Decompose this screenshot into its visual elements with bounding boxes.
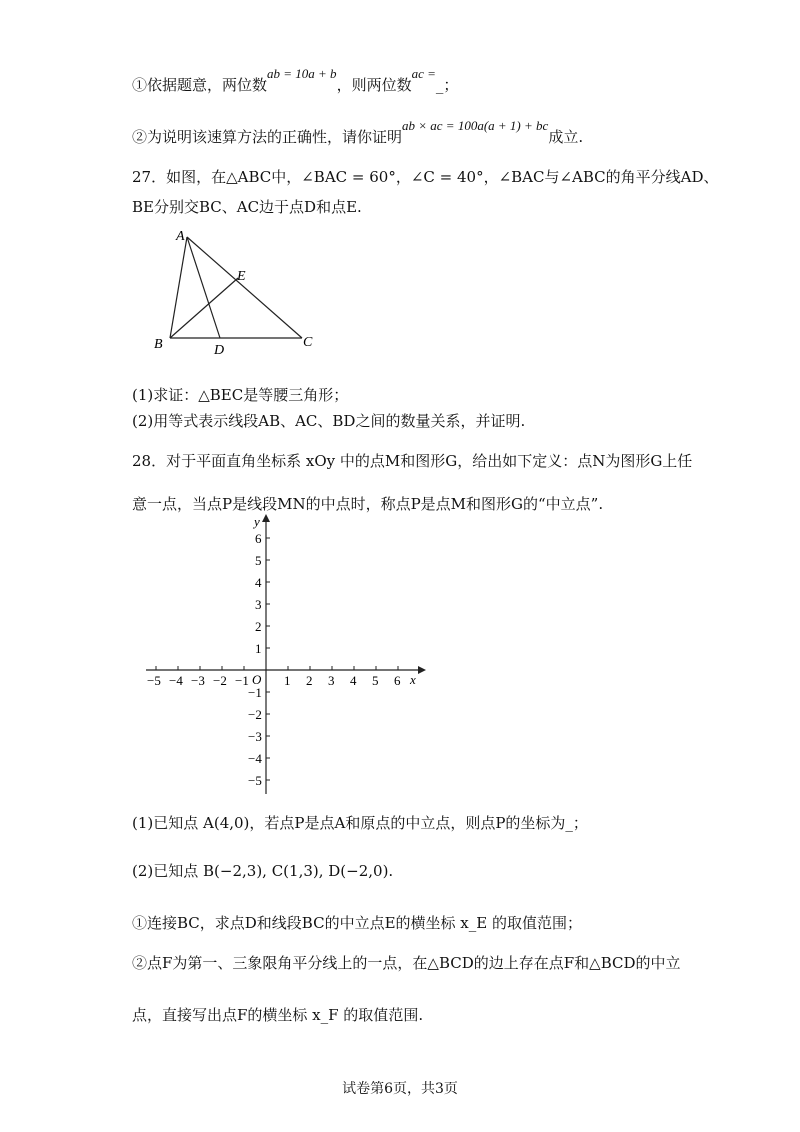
q28-sub2-2b: 点，直接写出点F的横坐标 x_F 的取值范围. xyxy=(132,1006,424,1024)
q28-sub2-1: ①连接BC，求点D和线段BC的中立点E的横坐标 x_E 的取值范围； xyxy=(132,914,582,932)
q27-sub2: (2)用等式表示线段AB、AC、BD之间的数量关系，并证明. xyxy=(132,412,526,430)
q28-sub1: (1)已知点 A(4,0)，若点P是点A和原点的中立点，则点P的坐标为_； xyxy=(132,814,588,832)
label-d: D xyxy=(214,343,225,358)
x-tick-label: 1 xyxy=(284,673,291,688)
segment-be xyxy=(170,278,238,338)
y-tick-label: 6 xyxy=(255,531,262,546)
q28-sub2-2a: ②点F为第一、三象限角平分线上的一点，在△BCD的边上存在点F和△BCD的中立 xyxy=(132,954,681,972)
x-tick-label: 5 xyxy=(372,673,379,688)
q26-part2-expr: ab × ac = 100a(a + 1) + bc xyxy=(402,118,549,133)
q27-sub1: (1)求证：△BEC是等腰三角形； xyxy=(132,386,349,404)
x-tick-label: −5 xyxy=(147,673,161,688)
y-tick-label: −4 xyxy=(248,751,262,766)
q26-part1-mid: ，则两位数 xyxy=(336,76,412,94)
y-axis-arrow xyxy=(262,514,270,522)
label-e: E xyxy=(237,269,246,284)
q26-part1-expr: ab = 10a + b xyxy=(267,66,337,81)
q27-line1: 27．如图，在△ABC中，∠BAC = 60°，∠C = 40°，∠BAC与∠ABC的角平分线AD、 xyxy=(132,168,719,186)
q27-triangle-figure xyxy=(140,222,330,362)
q26-part2-tail: 成立. xyxy=(548,128,584,146)
side-ab xyxy=(170,237,187,338)
x-tick-label: 2 xyxy=(306,673,313,688)
q26-part1-expr2: ac = xyxy=(411,66,436,81)
y-tick-label: 5 xyxy=(255,553,262,568)
label-a: A xyxy=(176,229,185,244)
label-b: B xyxy=(154,337,163,352)
side-ac xyxy=(187,237,302,338)
q28-line2: 意一点，当点P是线段MN的中点时，称点P是点M和图形G的“中立点”. xyxy=(132,495,604,513)
x-tick-label: −2 xyxy=(213,673,227,688)
q26-part2 xyxy=(132,118,584,147)
x-tick-label: −1 xyxy=(235,673,249,688)
y-tick-label: 3 xyxy=(255,597,262,612)
y-tick-label: −1 xyxy=(248,685,262,700)
q28-line1: 28．对于平面直角坐标系 xOy 中的点M和图形G，给出如下定义：点N为图形G上任 xyxy=(132,452,693,470)
x-tick-label: 3 xyxy=(328,673,335,688)
x-axis-arrow xyxy=(418,666,426,674)
origin-label: O xyxy=(252,672,262,687)
q26-part1-tail: _； xyxy=(435,76,459,94)
x-tick-label: −4 xyxy=(169,673,183,688)
q26-part1-prefix: ①依据题意，两位数 xyxy=(132,76,268,94)
x-axis-label: x xyxy=(410,672,416,687)
label-c: C xyxy=(303,335,313,350)
x-tick-label: 6 xyxy=(394,673,401,688)
q27-line2: BE分别交BC、AC边于点D和点E. xyxy=(132,198,362,216)
y-tick-label: −2 xyxy=(248,707,262,722)
q26-part2-prefix: ②为说明该速算方法的正确性，请你证明 xyxy=(132,128,403,146)
x-tick-label: 4 xyxy=(350,673,357,688)
x-tick-label: −3 xyxy=(191,673,205,688)
y-tick-label: 1 xyxy=(255,641,262,656)
page-footer: 试卷第6页，共3页 xyxy=(342,1081,458,1097)
y-tick-label: 2 xyxy=(255,619,262,634)
y-axis-label: y xyxy=(254,514,260,529)
y-tick-label: −3 xyxy=(248,729,262,744)
q28-sub2: (2)已知点 B(−2,3), C(1,3), D(−2,0). xyxy=(132,862,394,880)
y-tick-label: −5 xyxy=(248,773,262,788)
coordinate-plane xyxy=(140,512,430,802)
y-tick-label: 4 xyxy=(255,575,262,590)
q26-part1 xyxy=(132,66,459,95)
